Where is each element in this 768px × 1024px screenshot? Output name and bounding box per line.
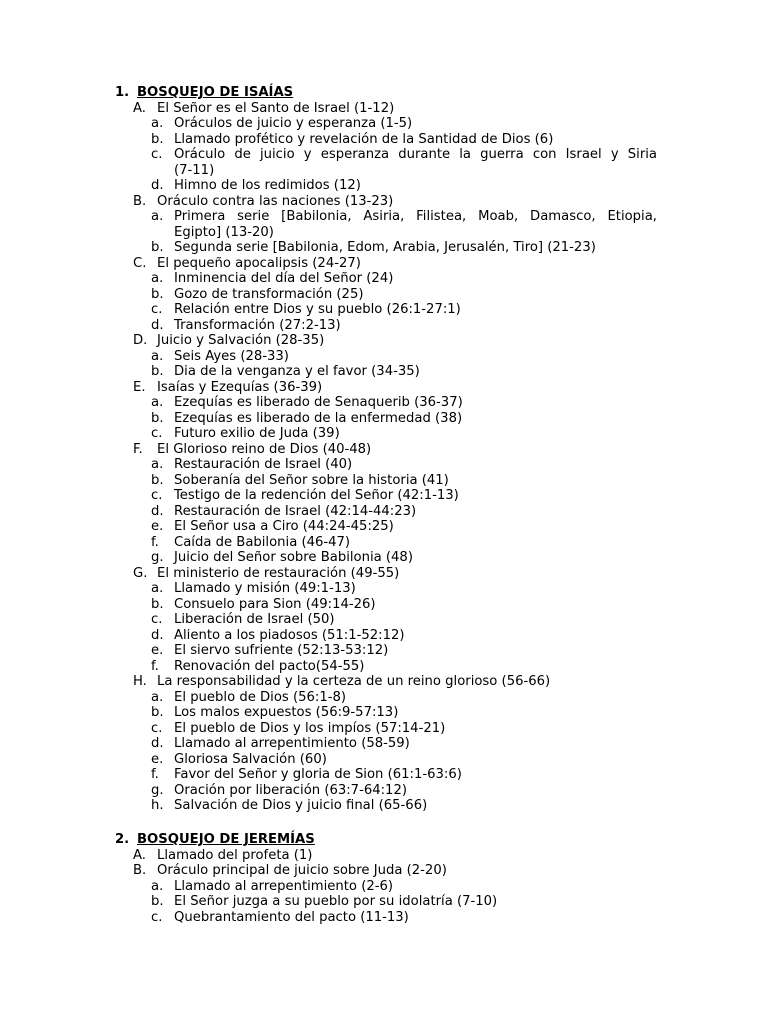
outline-item [0,910,768,926]
outline-jeremias [0,832,768,925]
outline-item [0,178,768,194]
outline-item [0,209,768,225]
outline-section [0,333,768,349]
item-letter: c. [151,488,163,503]
item-text: Ezequías es liberado de la enfermedad (38) [174,410,463,426]
item-text: Llamado al arrepentimiento (58-59) [174,736,410,751]
outline-item [0,364,768,380]
item-letter: c. [151,426,163,441]
section-letter: B. [133,863,147,878]
section-title: La responsabilidad y la certeza de un reino glorioso (56-66) [157,674,551,689]
item-letter: f. [151,767,159,782]
item-text: Favor del Señor y gloria de Sion (61:1-63:6) [174,767,462,782]
item-letter: c. [151,612,163,627]
item-letter: b. [151,894,164,909]
outline-item [0,302,768,318]
outline-section [0,848,768,864]
outline-section [0,674,768,690]
outline-item [0,240,768,256]
outline-item [0,643,768,659]
item-letter: b. [151,472,164,488]
section-title: El ministerio de restauración (49-55) [157,565,400,581]
section-letter: G. [133,565,148,581]
outline-item [0,271,768,287]
outline-section [0,442,768,458]
outline-item [0,349,768,365]
section-title: Isaías y Ezequías (36-39) [157,379,323,395]
outline-item [0,767,768,783]
outline-item [0,411,768,427]
outline-item [0,736,768,752]
item-letter: f. [151,658,159,674]
outline-item [0,690,768,706]
item-text: El pueblo de Dios y los impíos (57:14-21) [174,720,446,736]
item-text: Testigo de la redención del Señor (42:1-13) [174,488,459,503]
item-text: Dia de la venganza y el favor (34-35) [174,364,420,379]
item-text: Juicio del Señor sobre Babilonia (48) [174,550,413,565]
outline-item [0,426,768,442]
item-letter: d. [151,178,164,193]
item-letter: d. [151,317,164,333]
item-text: Oráculos de juicio y esperanza (1-5) [174,116,413,131]
item-text: Seis Ayes (28-33) [174,348,289,364]
item-letter: b. [151,705,164,720]
item-text: Restauración de Israel (42:14-44:23) [174,503,417,519]
outline-item [0,318,768,334]
item-letter: b. [151,240,164,255]
outline-item [0,488,768,504]
item-letter: a. [151,395,164,410]
outline-item-continuation [0,225,768,241]
outline-section [0,380,768,396]
outline-section [0,566,768,582]
item-letter: d. [151,627,164,643]
heading-title: BOSQUEJO DE JEREMÍAS [137,832,315,847]
outline-item [0,473,768,489]
item-text: Inminencia del día del Señor (24) [174,271,394,286]
item-letter: b. [151,596,164,612]
item-text: El pueblo de Dios (56:1-8) [174,689,347,705]
section-letter: E. [133,379,146,395]
item-text: El siervo sufriente (52:13-53:12) [174,643,389,658]
outline-item [0,147,768,163]
section-letter: B. [133,193,147,209]
item-text: El Señor usa a Ciro (44:24-45:25) [174,519,394,534]
item-text: Futuro exilio de Juda (39) [174,426,340,441]
outline-item [0,628,768,644]
item-text: Primera serie [Babilonia, Asiria, Filistea, Moab, Damasco, Etiopia, [174,209,657,224]
item-text: Oráculo de juicio y esperanza durante la guerra con Israel y Siria [174,147,657,162]
section-title: Oráculo principal de juicio sobre Juda (2-20) [157,863,447,878]
section-letter: H. [133,674,147,689]
item-letter: b. [151,286,164,302]
item-letter: d. [151,736,164,751]
item-letter: a. [151,116,164,131]
outline-item [0,879,768,895]
item-letter: e. [151,643,164,658]
item-letter: b. [151,364,164,379]
outline-item [0,659,768,675]
item-text: Salvación de Dios y juicio final (65-66) [174,798,428,813]
heading-number: 2. [115,832,130,847]
item-text-continuation: (7-11) [174,162,215,178]
outline-heading [0,85,768,101]
outline-item [0,612,768,628]
item-letter: e. [151,751,164,767]
item-text: Transformación (27:2-13) [174,317,341,333]
section-title: El pequeño apocalipsis (24-27) [157,255,361,271]
item-letter: a. [151,457,164,472]
item-text: Renovación del pacto(54-55) [174,658,365,674]
outline-heading [0,832,768,848]
section-title: Juicio y Salvación (28-35) [157,333,325,348]
section-title: El Señor es el Santo de Israel (1-12) [157,100,395,116]
item-text: Los malos expuestos (56:9-57:13) [174,705,399,720]
item-letter: d. [151,503,164,519]
outline-isaias [0,85,768,814]
item-letter: a. [151,581,164,596]
outline-item [0,721,768,737]
item-letter: b. [151,410,164,426]
outline-item [0,550,768,566]
outline-item [0,287,768,303]
item-letter: a. [151,271,164,286]
section-title: Llamado del profeta (1) [157,847,313,863]
item-letter: a. [151,878,164,894]
outline-item [0,504,768,520]
item-text: Llamado profético y revelación de la Santidad de Dios (6) [174,131,554,147]
item-text: Soberanía del Señor sobre la historia (41) [174,472,449,488]
item-text: Segunda serie [Babilonia, Edom, Arabia, Jerusalén, Tiro] (21-23) [174,240,596,255]
section-letter: D. [133,333,148,348]
section-title: Oráculo contra las naciones (13-23) [157,193,394,209]
item-text: Himno de los redimidos (12) [174,178,361,193]
item-letter: c. [151,720,163,736]
outline-item [0,597,768,613]
outline-section [0,256,768,272]
section-title: El Glorioso reino de Dios (40-48) [157,441,372,457]
item-letter: e. [151,519,164,534]
item-letter: a. [151,209,164,224]
outline-item [0,783,768,799]
item-letter: a. [151,689,164,705]
item-text: Consuelo para Sion (49:14-26) [174,596,376,612]
item-letter: h. [151,798,164,813]
item-text: Relación entre Dios y su pueblo (26:1-27:1) [174,302,461,317]
item-text-continuation: Egipto] (13-20) [174,224,274,240]
outline-item [0,752,768,768]
item-letter: c. [151,302,163,317]
item-text: Gloriosa Salvación (60) [174,751,327,767]
item-text: Caída de Babilonia (46-47) [174,534,351,550]
item-text: El Señor juzga a su pueblo por su idolatría (7-10) [174,894,498,909]
outline-item [0,132,768,148]
heading-number: 1. [115,85,130,100]
section-letter: F. [133,441,143,457]
item-letter: g. [151,550,164,565]
item-text: Gozo de transformación (25) [174,286,364,302]
outline-item [0,798,768,814]
item-text: Aliento a los piadosos (51:1-52:12) [174,627,405,643]
item-text: Llamado al arrepentimiento (2-6) [174,878,394,894]
section-letter: A. [133,847,146,863]
item-text: Ezequías es liberado de Senaquerib (36-37) [174,395,463,410]
section-letter: C. [133,255,147,271]
item-letter: c. [151,147,163,162]
item-letter: f. [151,534,159,550]
outline-section [0,194,768,210]
item-text: Liberación de Israel (50) [174,612,335,627]
item-text: Restauración de Israel (40) [174,457,353,472]
outline-item-continuation [0,163,768,179]
outline-item [0,395,768,411]
outline-section [0,101,768,117]
outline-item [0,581,768,597]
outline-item [0,894,768,910]
outline-item [0,705,768,721]
outline-section [0,863,768,879]
outline-item [0,535,768,551]
item-text: Llamado y misión (49:1-13) [174,581,356,596]
item-letter: c. [151,909,163,925]
item-text: Quebrantamiento del pacto (11-13) [174,909,409,925]
item-letter: b. [151,131,164,147]
item-letter: a. [151,348,164,364]
outline-item [0,519,768,535]
heading-title: BOSQUEJO DE ISAÍAS [137,85,294,100]
item-letter: g. [151,782,164,798]
item-text: Oración por liberación (63:7-64:12) [174,782,407,798]
outline-item [0,116,768,132]
outline-item [0,457,768,473]
section-letter: A. [133,100,146,116]
